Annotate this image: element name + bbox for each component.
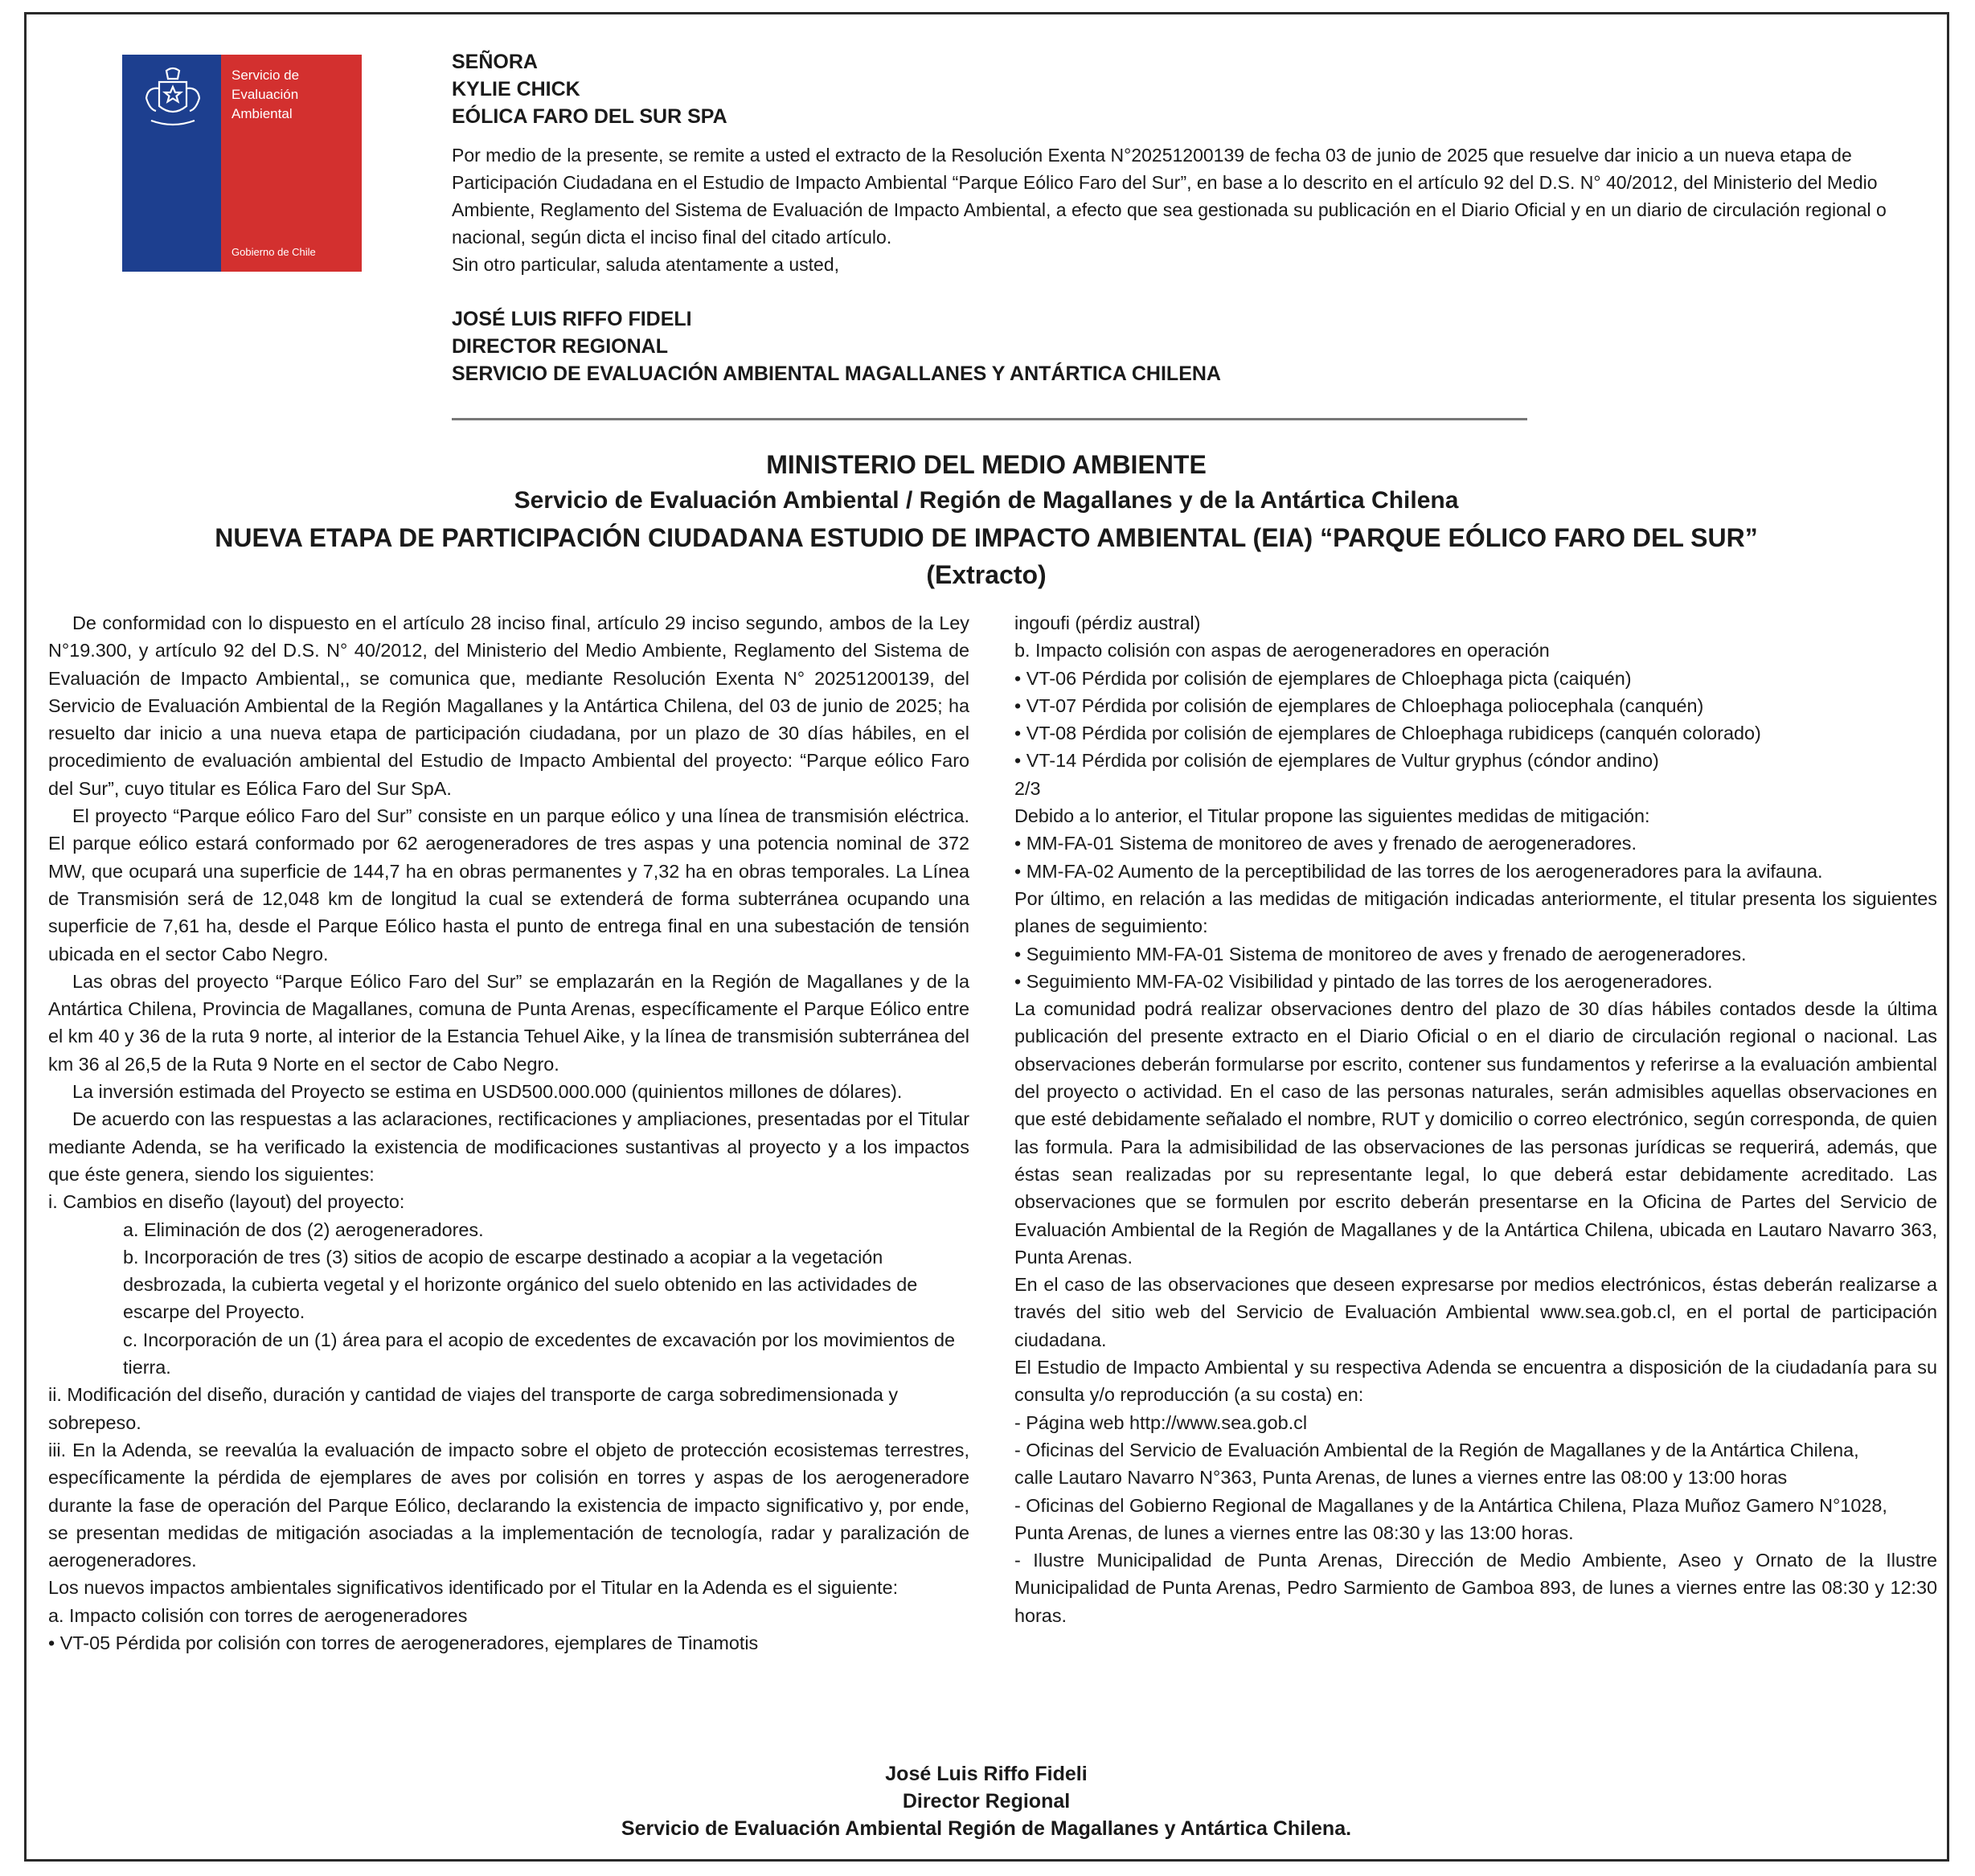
list-item: • VT-14 Pérdida por colisión de ejemplares de Vultur gryphus (cóndor andino) [1014, 750, 1659, 772]
list-item: - Página web http://www.sea.gob.cl [1014, 1411, 1308, 1433]
list-item: • Seguimiento MM-FA-01 Sistema de monitoreo de aves y frenado de aerogeneradores. [1014, 943, 1747, 965]
recipient-name: KYLIE CHICK [452, 78, 580, 100]
paragraph: La comunidad podrá realizar observaciones dentro del plazo de 30 días hábiles contados desde la última publicación del presente extracto en el Diario Oficial o en el diario de circulación regional o nacional. Las observaciones deberán formularse por escrito, contener sus fundamentos y referirse a la evaluación ambiental del proyecto o actividad. En el caso de las personas naturales, serán admisibles aquellas observaciones en que esté debidamente señalado el nombre, RUT y domicilio o correo electrónico, según corresponda, de quien las formula. Para la admisibilidad de las observaciones de las personas jurídicas se requerirá, además, que éstas sean realizadas por su representante legal, lo que deberá estar debidamente acreditado. Las observaciones que se formulen por escrito deberán presentarse en la Oficina de Partes del Servicio de Evaluación Ambiental de la Región de Magallanes y de la Antártica Chilena, ubicada en Lautaro Navarro 363, Punta Arenas. [1014, 998, 1937, 1268]
paragraph: Las obras del proyecto “Parque Eólico Faro del Sur” se emplazarán en la Región de Magallanes y de la Antártica Chilena, Provincia de Magallanes, comuna de Punta Arenas, específicamente el Parque Eólico entre el km 40 y 36 de la ruta 9 norte, al interior de la Estancia Tehuel Aike, y la línea de transmisión subterránea del km 36 al 26,5 de la Ruta 9 Norte en el sector de Cabo Negro. [48, 970, 969, 1075]
list-item: • VT-05 Pérdida por colisión con torres de aerogeneradores, ejemplares de Tinamotis [48, 1632, 759, 1653]
cover-letter [452, 48, 1937, 387]
list-item: a. Impacto colisión con torres de aerogeneradores [48, 1604, 468, 1626]
coat-of-arms-icon [140, 64, 206, 133]
paragraph: El proyecto “Parque eólico Faro del Sur” consiste en un parque eólico y una línea de transmisión eléctrica. El parque eólico estará conformado por 62 aerogeneradores de tres aspas y una potencia nominal de 372 MW, que ocupará una superficie de 144,7 ha en obras permanentes y 7,32 ha en obras temporales. La Línea de Transmisión será de 12,048 km de longitud la cual se extenderá de forma subterránea ocupando una superficie de 7,61 ha, desde el Parque Eólico hasta el punto de entrega final en una subestación de tensión ubicada en el sector Cabo Negro. [48, 805, 969, 965]
page-marker: 2/3 [1014, 777, 1041, 799]
list-item: c. Incorporación de un (1) área para el acopio de excedentes de excavación por los movimientos de tierra. [123, 1329, 955, 1378]
list-item: • Seguimiento MM-FA-02 Visibilidad y pintado de las torres de los aerogeneradores. [1014, 970, 1713, 992]
letter-signer-title: DIRECTOR REGIONAL [452, 335, 668, 358]
list-item: i. Cambios en diseño (layout) del proyecto: [48, 1191, 405, 1213]
list-item: ii. Modificación del diseño, duración y cantidad de viajes del transporte de carga sobredimensionada y sobrepeso. [48, 1384, 899, 1433]
list-item: - Oficinas del Servicio de Evaluación Ambiental de la Región de Magallanes y de la Antártica Chilena, [1014, 1439, 1859, 1460]
signer-org: Servicio de Evaluación Ambiental Región de Magallanes y Antártica Chilena. [621, 1817, 1352, 1840]
paragraph: Debido a lo anterior, el Titular propone las siguientes medidas de mitigación: [1014, 805, 1650, 827]
notice-titles [42, 447, 1931, 593]
paragraph: En el caso de las observaciones que deseen expresarse por medios electrónicos, éstas deberán realizarse a través del sitio web del Servicio de Evaluación Ambiental www.sea.gob.cl, en el portal de participación ciudadana. [1014, 1274, 1937, 1350]
paragraph: Por último, en relación a las medidas de mitigación indicadas anteriormente, el titular presenta los siguientes planes de seguimiento: [1014, 887, 1937, 937]
list-item: a. Eliminación de dos (2) aerogeneradores. [123, 1219, 484, 1240]
signature-block [42, 1760, 1931, 1842]
list-item: • VT-08 Pérdida por colisión de ejemplares de Chloephaga rubidiceps (canquén colorado) [1014, 723, 1761, 744]
main-title: NUEVA ETAPA DE PARTICIPACIÓN CIUDADANA ESTUDIO DE IMPACTO AMBIENTAL (EIA) “PARQUE EÓLICO FARO DEL SUR” [215, 523, 1758, 552]
letter-closing: Sin otro particular, saluda atentamente a usted, [452, 254, 840, 275]
paragraph: iii. En la Adenda, se reevalúa la evaluación de impacto sobre el objeto de protección ecosistemas terrestres, específicamente la pérdida de ejemplares de aves por colisión en torres y aspas de los aerogeneradore durante la fase de operación del Parque Eólico, declarando la existencia de impacto significativo y, por ende, se presentan medidas de mitigación asociadas a la implementación de tecnología, radar y paralización de aerogeneradores. [48, 1439, 969, 1571]
paragraph: El Estudio de Impacto Ambiental y su respectiva Adenda se encuentra a disposición de la ciudadanía para su consulta y/o reproducción (a su costa) en: [1014, 1357, 1937, 1406]
ministry-title: MINISTERIO DEL MEDIO AMBIENTE [766, 450, 1207, 479]
logo-service-name: Servicio de Evaluación Ambiental [232, 68, 300, 121]
recipient-company: EÓLICA FARO DEL SUR SPA [452, 105, 727, 128]
divider [452, 418, 1527, 420]
paragraph: De acuerdo con las respuestas a las aclaraciones, rectificaciones y ampliaciones, presentadas por el Titular mediante Adenda, se ha verificado la existencia de modificaciones sustantivas al proyecto y a los impactos que éste genera, siendo los siguientes: [48, 1108, 969, 1185]
list-item: - Ilustre Municipalidad de Punta Arenas, Dirección de Medio Ambiente, Aseo y Ornato de la Ilustre Municipalidad de Punta Arenas, Pedro Sarmiento de Gamboa 893, de lunes a viernes entre las 08:30 y 12:30 horas. [1014, 1550, 1937, 1626]
list-item: b. Incorporación de tres (3) sitios de acopio de escarpe destinado a acopiar a la vegetación desbrozada, la cubierta vegetal y el horizonte orgánico del suelo obtenido en las actividades de escarpe del Proyecto. [123, 1246, 918, 1323]
list-item: ingoufi (pérdiz austral) [1014, 612, 1201, 633]
letter-signer-org: SERVICIO DE EVALUACIÓN AMBIENTAL MAGALLANES Y ANTÁRTICA CHILENA [452, 363, 1221, 385]
list-item: calle Lautaro Navarro N°363, Punta Arenas, de lunes a viernes entre las 08:00 y 13:00 horas [1014, 1467, 1788, 1489]
service-title: Servicio de Evaluación Ambiental / Región de Magallanes y de la Antártica Chilena [514, 487, 1459, 514]
letter-signer-name: JOSÉ LUIS RIFFO FIDELI [452, 308, 692, 330]
paragraph: De conformidad con lo dispuesto en el artículo 28 inciso final, artículo 29 inciso segundo, ambos de la Ley N°19.300, y artículo 92 del D.S. N° 40/2012, del Ministerio del Medio Ambiente, Reglamento del Sistema de Evaluación de Impacto Ambiental,, se comunica que, mediante Resolución Exenta N° 20251200139, del Servicio de Evaluación Ambiental de la Región Magallanes y la Antártica Chilena, del 03 de junio de 2025; ha resuelto dar inicio a una nueva etapa de participación ciudadana, por un plazo de 30 días hábiles, en el procedimiento de evaluación ambiental del Estudio de Impacto Ambiental del proyecto: “Parque eólico Faro del Sur”, cuyo titular es Eólica Faro del Sur SpA. [48, 612, 969, 799]
signer-title: Director Regional [902, 1790, 1071, 1813]
paragraph: Los nuevos impactos ambientales significativos identificado por el Titular en la Adenda es el siguiente: [48, 1577, 899, 1599]
sea-logo [122, 55, 362, 272]
right-column [1014, 609, 1937, 1629]
salutation: SEÑORA [452, 51, 538, 73]
list-item: - Oficinas del Gobierno Regional de Magallanes y de la Antártica Chilena, Plaza Muñoz Gamero N°1028, [1014, 1494, 1887, 1516]
list-item: • MM-FA-02 Aumento de la perceptibilidad de las torres de los aerogeneradores para la avifauna. [1014, 860, 1823, 882]
list-item: Punta Arenas, de lunes a viernes entre las 08:30 y las 13:00 horas. [1014, 1522, 1574, 1543]
list-item: b. Impacto colisión con aspas de aerogeneradores en operación [1014, 640, 1550, 662]
left-column [48, 609, 969, 1657]
extract-label: (Extracto) [926, 560, 1047, 589]
signer-name: José Luis Riffo Fideli [885, 1763, 1088, 1785]
paragraph: La inversión estimada del Proyecto se estima en USD500.000.000 (quinientos millones de dólares). [72, 1081, 903, 1103]
letter-body: Por medio de la presente, se remite a usted el extracto de la Resolución Exenta N°20251200139 de fecha 03 de junio de 2025 que resuelve dar inicio a un nueva etapa de Participación Ciudadana en el Estudio de Impacto Ambiental “Parque Eólico Faro del Sur”, en base a lo descrito en el artículo 92 del D.S. N° 40/2012, del Ministerio del Medio Ambiente, Reglamento del Sistema de Evaluación de Impacto Ambiental, a efecto que sea gestionada su publicación en el Diario Oficial y en un diario de circulación regional o nacional, según dicta el inciso final del citado artículo. [452, 145, 1887, 248]
list-item: • VT-07 Pérdida por colisión de ejemplares de Chloephaga poliocephala (canquén) [1014, 694, 1704, 716]
list-item: • VT-06 Pérdida por colisión de ejemplares de Chloephaga picta (caiquén) [1014, 667, 1632, 689]
list-item: • MM-FA-01 Sistema de monitoreo de aves y frenado de aerogeneradores. [1014, 833, 1637, 854]
logo-government: Gobierno de Chile [232, 246, 316, 258]
